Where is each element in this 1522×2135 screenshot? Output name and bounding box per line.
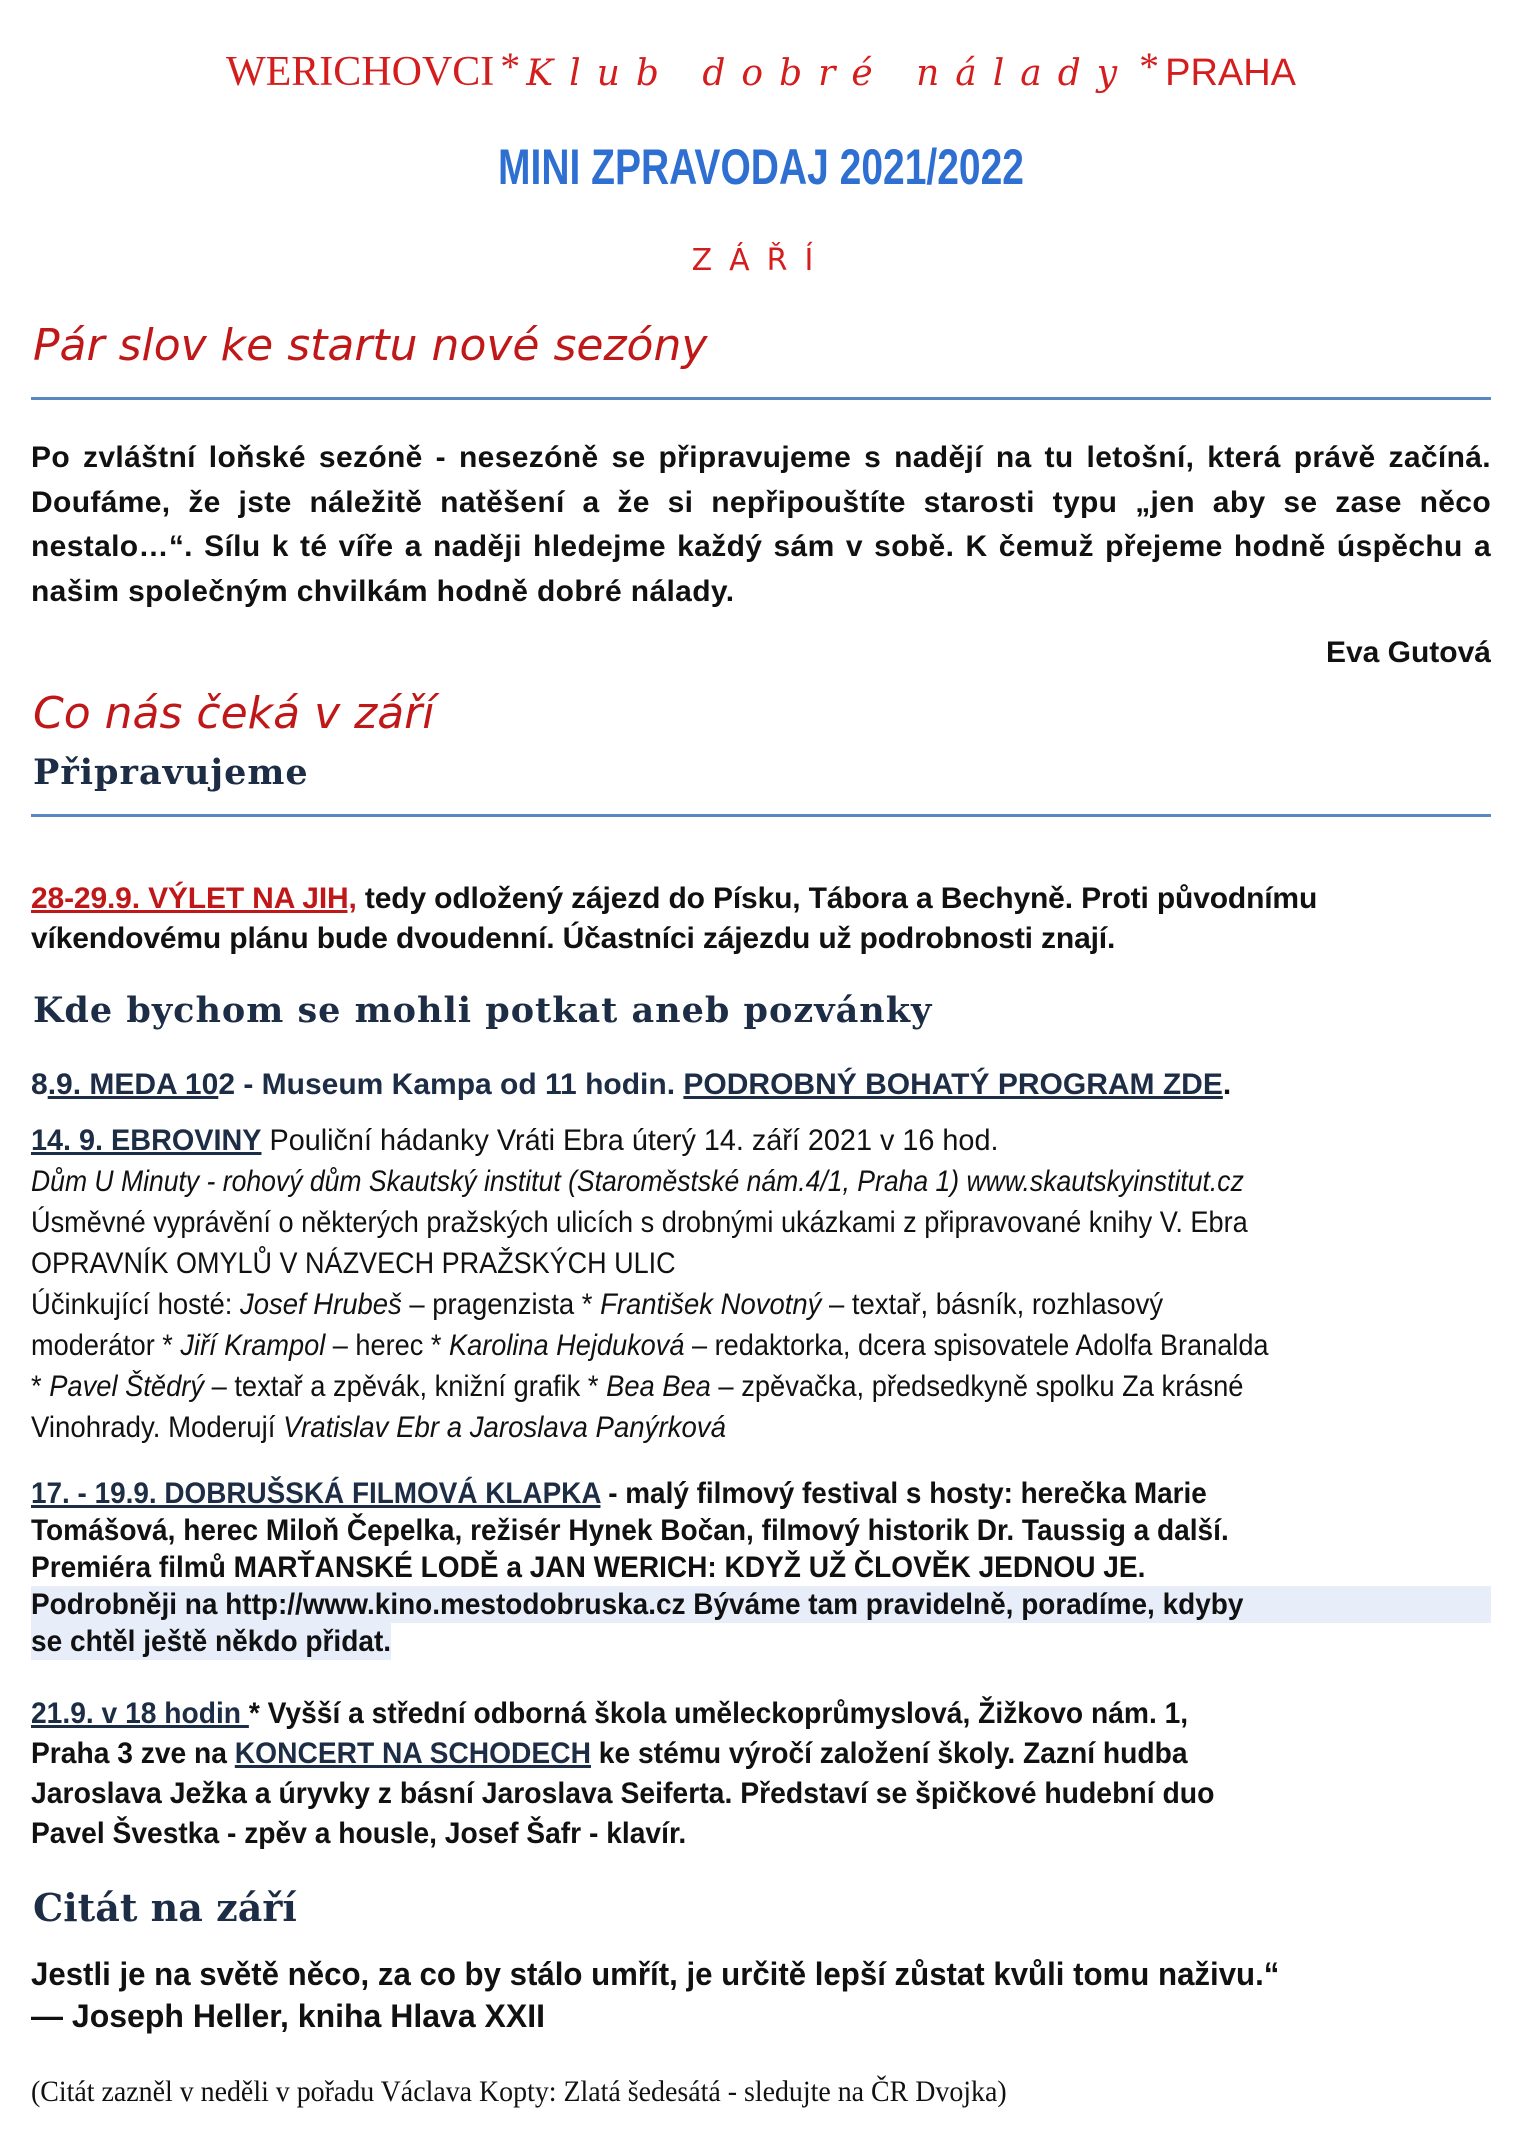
concert-line-3: Jaroslava Ježka a úryvky z básní Jaroslava Seiferta. Představí se špičkové hudební duo [31,1777,1215,1810]
ebroviny-venue: Dům U Minuty - rohový dům Skautský institut (Staroměstské nám.4/1, Praha 1) www.skautskyinstitut.cz [31,1165,1244,1198]
quote-block [31,1953,1491,2037]
meda-text: 2 - Museum Kampa od 11 hodin. [218,1068,684,1101]
quote-text: Jestli je na světě něco, za co by stálo umřít, je určitě lepší zůstat kvůli tomu naživu.“ [31,1956,1280,1992]
ebroviny-title-text: Pouliční hádanky Vráti Ebra úterý 14. září 2021 v 16 hod. [261,1124,999,1157]
section-divider [31,814,1491,817]
ebroviny-desc-1: Úsměvné vyprávění o některých pražských ulicích s drobnými ukázkami z připravované knihy V. Ebra [31,1206,1248,1239]
dobruska-line-2: Tomášová, herec Miloň Čepelka, režisér Hynek Bočan, filmový historik Dr. Taussig a další. [31,1514,1229,1547]
ebroviny-guests-1: Účinkující hosté: Josef Hrubeš – pragenzista * František Novotný – textař, básník, rozhlasový [31,1288,1164,1321]
concert-line-1: 21.9. v 18 hodin * Vyšší a střední odborná škola uměleckoprůmyslová, Žižkovo nám. 1, [31,1697,1189,1730]
trip-item [31,879,1491,959]
concert-link[interactable]: KONCERT NA SCHODECH [234,1737,591,1770]
trip-text: tedy odložený zájezd do Písku, Tábora a Bechyně. Proti původnímu víkendovému plánu bude dvoudenní. Účastníci zájezdu už podrobnosti znají. [31,882,1318,955]
meda-item [31,1065,1491,1105]
meda-end: . [1222,1068,1232,1101]
dobruska-line-3: Premiéra filmů MARŤANSKÉ LODĚ a JAN WERICH: KDYŽ UŽ ČLOVĚK JEDNOU JE. [31,1551,1146,1584]
club-city: PRAHA [1165,52,1297,94]
quote-heading: Citát na září [33,1885,297,1930]
concert-item [31,1694,1491,1854]
meda-date-link[interactable]: .9. MEDA 10 [47,1068,219,1101]
dobruska-item [31,1475,1491,1660]
star-icon: * [1139,44,1160,89]
ebroviny-link[interactable]: 14. 9. EBROVINY [31,1124,262,1157]
concert-line-2: Praha 3 zve na KONCERT NA SCHODECH ke stému výročí založení školy. Zazní hudba [31,1737,1188,1770]
september-heading: Co nás čeká v září [33,688,435,739]
star-icon: * [500,44,521,89]
meda-program-link[interactable]: PODROBNÝ BOHATÝ PROGRAM ZDE [683,1068,1223,1101]
ebroviny-title-line [31,1120,1491,1161]
intro-text: Po zvláštní loňské sezóně - nesezóně se připravujeme s nadějí na tu letošní, která právě začíná. Doufáme, že jste náležitě natěšení a že si nepřipouštíte starosti typu „jen aby se zase něco nestalo…“. Sílu k té víře a naději hledejme každý sám v sobě. K čemuž přejeme hodně úspěchu a našim společným chvilkám hodně dobré nálady. [31,441,1491,608]
meda-date-part: 8 [31,1068,48,1101]
ebroviny-item [31,1120,1491,1448]
dobruska-line-1: 17. - 19.9. DOBRUŠSKÁ FILMOVÁ KLAPKA - malý filmový festival s hosty: herečka Marie [31,1477,1207,1510]
intro-heading: Pár slov ke startu nové sezóny [33,320,708,371]
club-motto: Klub dobré nálady [526,53,1134,94]
quote-attribution: — Joseph Heller, kniha Hlava XXII [31,1998,545,2034]
preparing-subheading: Připravujeme [33,752,309,793]
trip-link[interactable]: 28-29.9. VÝLET NA JIH, [31,882,357,915]
newsletter-title: MINI ZPRAVODAJ 2021/2022 [498,139,1024,195]
ebroviny-guests-2: moderátor * Jiří Krampol – herec * Karolina Hejduková – redaktorka, dcera spisovatele Adolfa Branalda [31,1329,1269,1362]
ebroviny-desc-2: OPRAVNÍK OMYLŮ V NÁZVECH PRAŽSKÝCH ULIC [31,1247,676,1280]
section-divider [31,397,1491,400]
dobruska-line-5: se chtěl ještě někdo přidat. [31,1625,392,1658]
ebroviny-guests-4: Vinohrady. Moderují Vratislav Ebr a Jaroslava Panýrková [31,1411,726,1444]
concert-line-4: Pavel Švestka - zpěv a housle, Josef Šafr - klavír. [31,1817,687,1850]
intro-author: Eva Gutová [1325,636,1491,669]
quote-note: (Citát zazněl v neděli v pořadu Václava Kopty: Zlatá šedesátá - sledujte na ČR Dvojka) [31,2075,1007,2108]
club-header [31,44,1491,96]
invitations-heading: Kde bychom se mohli potkat aneb pozvánky [33,990,933,1031]
month-title: ZÁŘÍ [691,243,831,278]
ebroviny-guests-3: * Pavel Štědrý – textař a zpěvák, knižní grafik * Bea Bea – zpěvačka, předsedkyně spolku Za krásné [31,1370,1244,1403]
dobruska-link[interactable]: 17. - 19.9. DOBRUŠSKÁ FILMOVÁ KLAPKA [31,1477,601,1510]
concert-date-link[interactable]: 21.9. v 18 hodin [31,1697,249,1730]
dobruska-line-4: Podrobněji na http://www.kino.mestodobruska.cz Býváme tam pravidelně, poradíme, kdyby [31,1586,1491,1623]
club-name-left: WERICHOVCI [225,49,495,95]
